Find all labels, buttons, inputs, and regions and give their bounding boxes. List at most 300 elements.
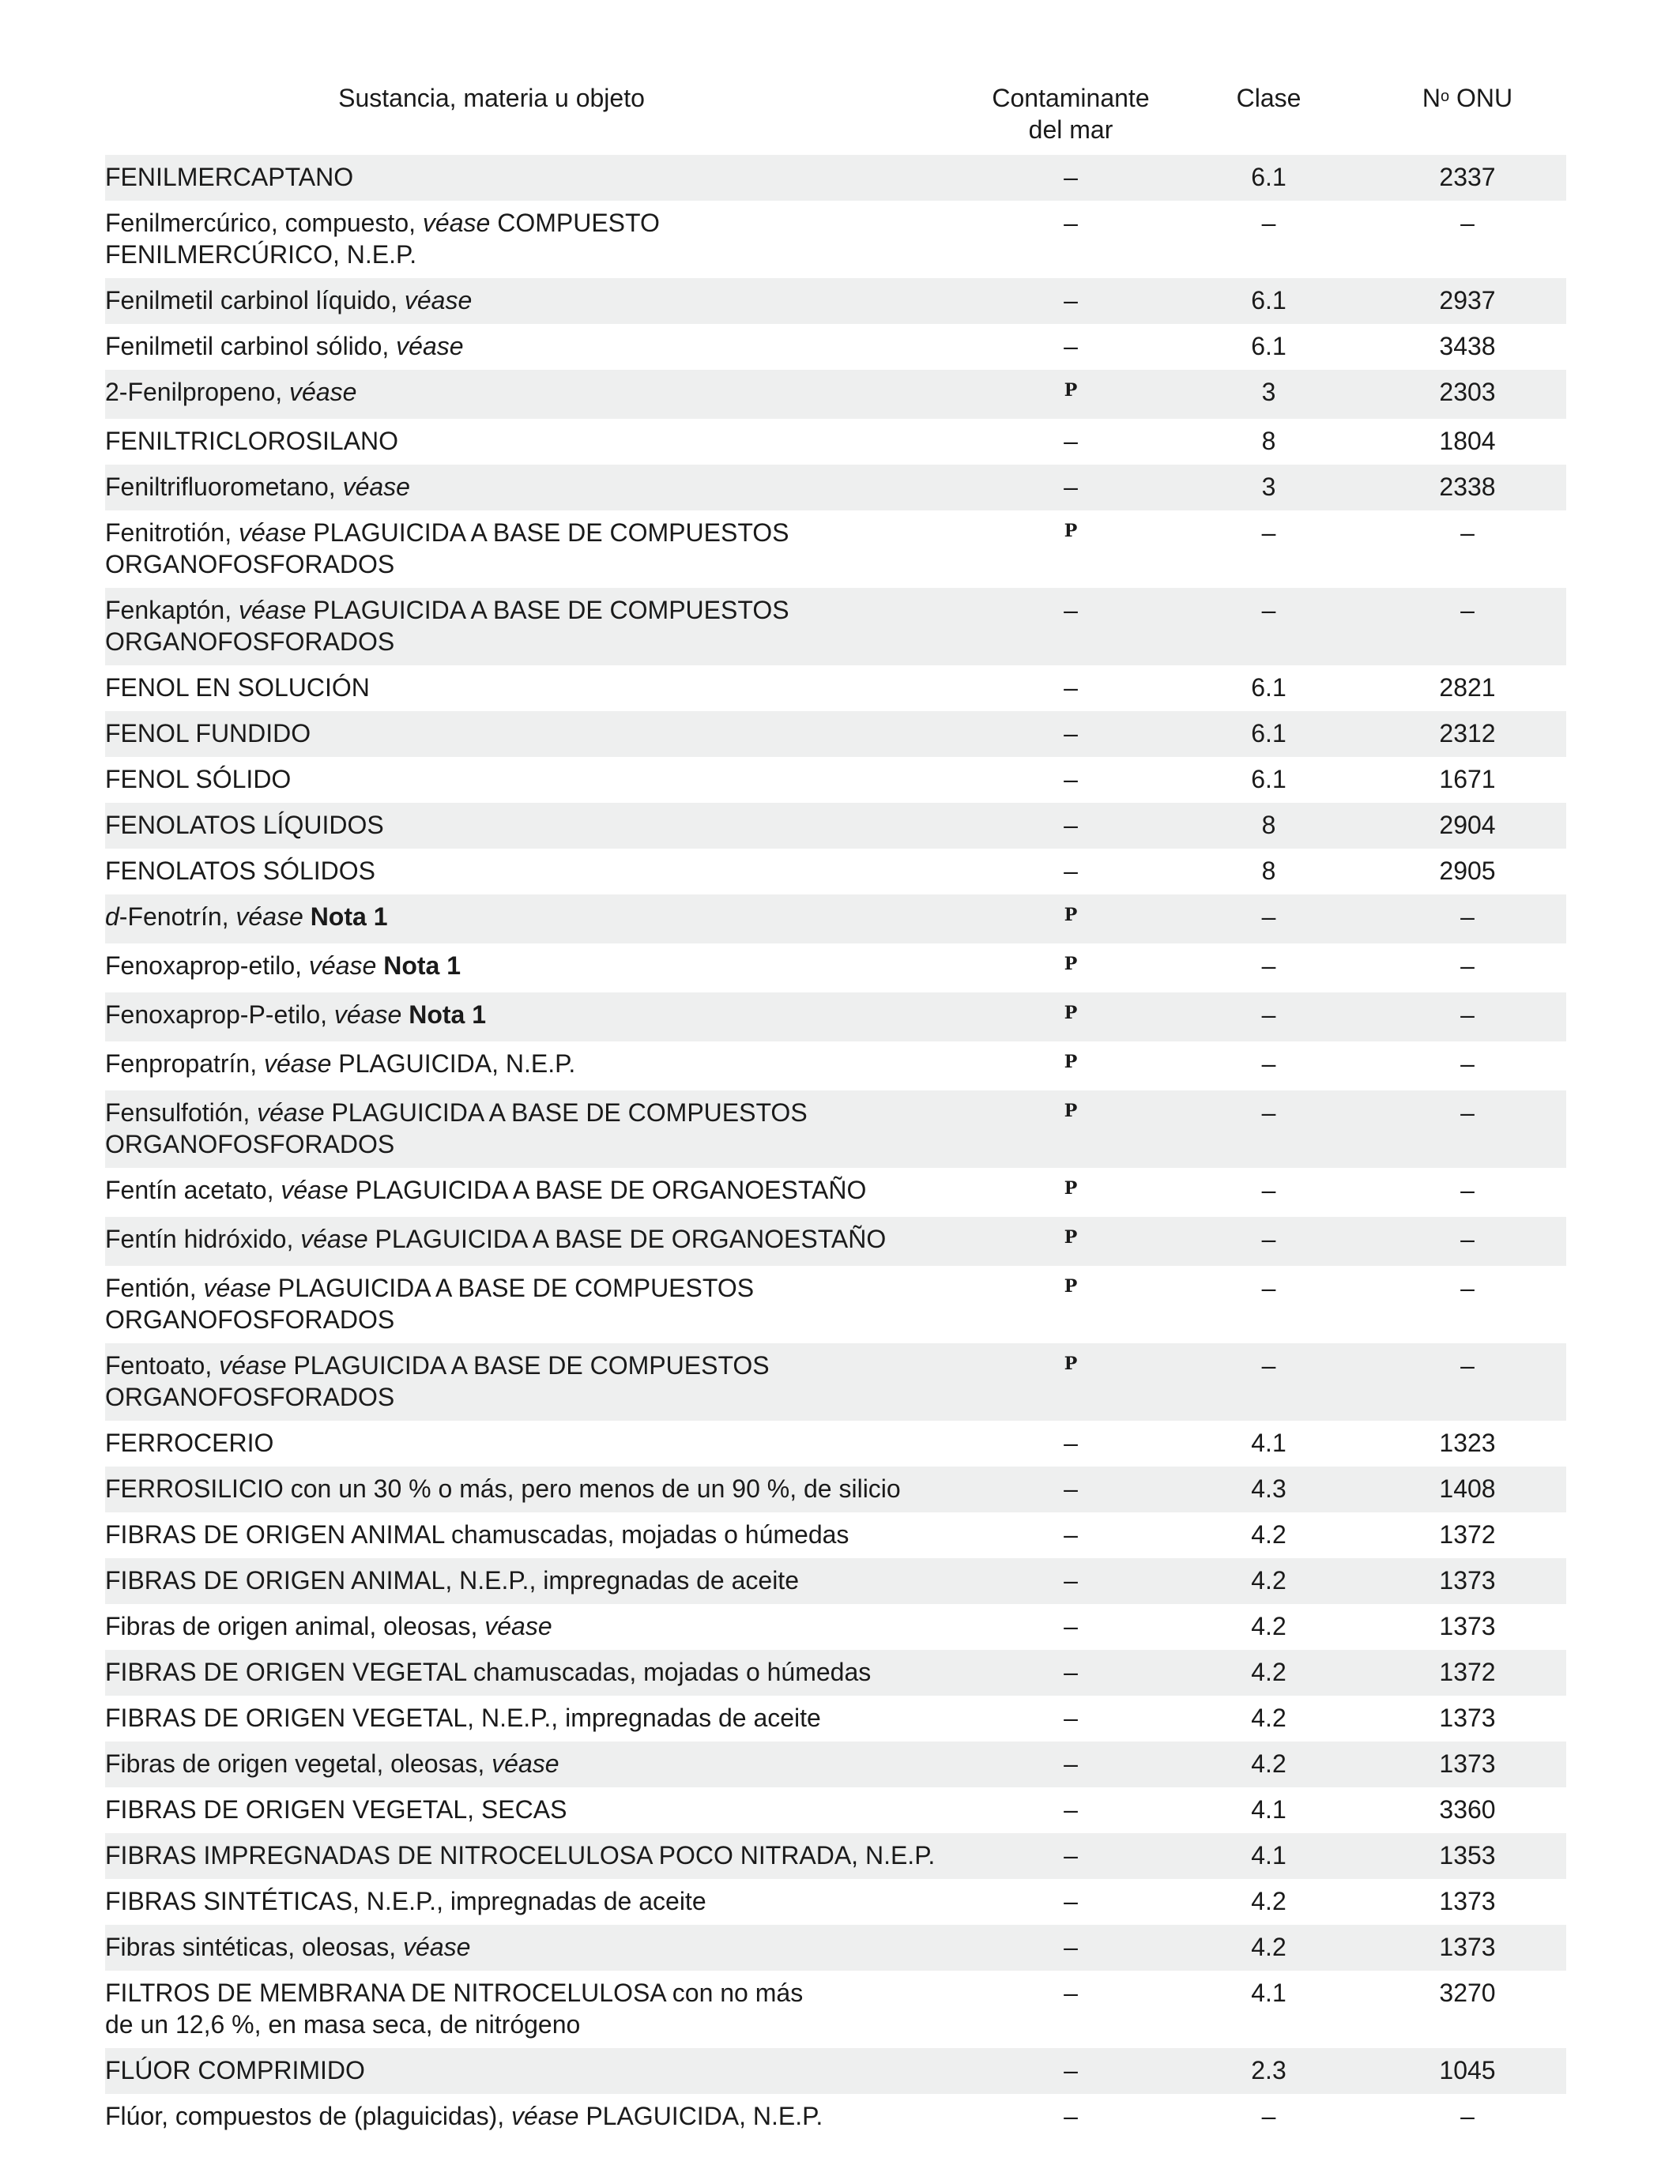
substance-name-segment: Fenitrotión, [105, 518, 239, 547]
un-number-cell: 2303 [1369, 370, 1566, 419]
marine-pollutant-dash: – [1064, 2102, 1078, 2130]
marine-pollutant-cell [973, 1512, 1169, 1558]
class-cell: 4.2 [1169, 1925, 1369, 1971]
marine-pollutant-cell [973, 1217, 1169, 1266]
marine-pollutant-mark: P [1064, 1354, 1078, 1374]
marine-pollutant-cell [973, 1041, 1169, 1090]
marine-pollutant-cell [973, 324, 1169, 370]
marine-pollutant-dash: – [1064, 1566, 1078, 1595]
substance-name [105, 1467, 973, 1512]
un-number-cell: 2821 [1439, 673, 1496, 702]
substance-name-segment: Fenilmetil carbinol líquido, [105, 286, 405, 314]
substance-name-segment: PLAGUICIDA A BASE DE ORGANOESTAÑO [348, 1176, 867, 1204]
table-row [105, 1168, 1566, 1217]
substance-name-segment: FILTROS DE MEMBRANA DE NITROCELULOSA con no más [105, 1979, 804, 2007]
substance-name [105, 278, 973, 324]
marine-pollutant-cell [973, 370, 1169, 419]
substance-name [105, 711, 973, 757]
substance-name-segment: véase [257, 1098, 325, 1127]
un-number-cell: – [1369, 588, 1566, 665]
substance-name [105, 943, 973, 992]
class-cell: 6.1 [1251, 765, 1286, 793]
class-cell: 6.1 [1169, 278, 1369, 324]
substance-name [105, 1217, 973, 1266]
substance-name-segment: Fenilmetil carbinol sólido, [105, 332, 397, 360]
class-cell: 2.3 [1169, 2048, 1369, 2094]
marine-pollutant-mark: P [1064, 905, 1078, 925]
marine-pollutant-cell [973, 1833, 1169, 1879]
substance-name-segment: de un 12,6 %, en masa seca, de nitrógeno [105, 2010, 581, 2039]
marine-pollutant-dash: – [1064, 1841, 1078, 1870]
substance-name-segment: Fibras de origen animal, oleosas, [105, 1612, 485, 1640]
class-cell: – [1261, 1176, 1276, 1204]
substance-name-segment: Nota 1 [409, 1000, 486, 1029]
substance-name [105, 1833, 973, 1879]
substance-name [105, 1925, 973, 1971]
class-cell: 4.1 [1251, 1979, 1286, 2007]
marine-pollutant-cell [973, 1925, 1169, 1971]
un-number-cell: – [1369, 1090, 1566, 1168]
marine-pollutant-cell [973, 803, 1169, 849]
substance-name-segment: Fenoxaprop-etilo, [105, 951, 309, 980]
un-number-cell: – [1369, 894, 1566, 943]
substance-name [105, 465, 973, 510]
substance-name-segment: véase [511, 2102, 579, 2130]
class-cell: 6.1 [1169, 711, 1369, 757]
substance-name-segment: PLAGUICIDA A BASE DE COMPUESTOS [270, 1274, 755, 1302]
table-row [105, 1971, 1566, 2048]
substance-name [105, 324, 973, 370]
substance-name-segment: 2-Fenilpropeno, [105, 378, 290, 406]
substance-name-segment: Fibras de origen vegetal, oleosas, [105, 1749, 492, 1778]
marine-pollutant-cell [973, 711, 1169, 757]
table-row [105, 1696, 1566, 1742]
substance-name-segment: Fensulfotión, [105, 1098, 258, 1127]
substance-name-segment: Nota 1 [310, 902, 388, 931]
marine-pollutant-dash: – [1064, 1658, 1078, 1686]
class-cell: – [1261, 1049, 1276, 1078]
class-cell: 6.1 [1251, 332, 1286, 360]
marine-pollutant-dash: – [1064, 1749, 1078, 1778]
substance-name [105, 1421, 973, 1467]
table-row [105, 1090, 1566, 1168]
marine-pollutant-cell [973, 1266, 1169, 1343]
un-number-cell: – [1369, 992, 1566, 1041]
marine-pollutant-dash: – [1064, 1887, 1078, 1915]
substance-name [105, 1971, 973, 2048]
un-number-cell: 1408 [1369, 1467, 1566, 1512]
un-number-cell: – [1460, 1176, 1475, 1204]
substance-name [105, 1558, 973, 1604]
marine-pollutant-mark: P [1064, 1101, 1078, 1121]
table-row [105, 665, 1566, 711]
substance-name-segment: FENOLATOS LÍQUIDOS [105, 811, 384, 839]
substance-name [105, 1090, 973, 1168]
un-number-cell: – [1460, 951, 1475, 980]
table-row [105, 1041, 1566, 1090]
marine-pollutant-mark: P [1064, 954, 1078, 974]
marine-pollutant-cell [973, 1604, 1169, 1650]
un-number-cell: – [1460, 518, 1475, 547]
substance-name-segment: FIBRAS IMPREGNADAS DE NITROCELULOSA POCO NITRADA, N.E.P. [105, 1841, 936, 1870]
marine-pollutant-cell [973, 943, 1169, 992]
table-row [105, 1512, 1566, 1558]
un-number-cell: 2904 [1369, 803, 1566, 849]
table-row [105, 1833, 1566, 1879]
substance-name-segment: PLAGUICIDA A BASE DE COMPUESTOS [286, 1351, 770, 1380]
table-row [105, 1925, 1566, 1971]
table-row [105, 849, 1566, 894]
marine-pollutant-cell [973, 2094, 1169, 2140]
class-cell: 3 [1169, 465, 1369, 510]
class-cell: 4.2 [1169, 1558, 1369, 1604]
document-page [105, 76, 1566, 2140]
substance-name-segment: Fentoato, [105, 1351, 220, 1380]
un-number-cell: 2337 [1369, 155, 1566, 201]
table-row [105, 510, 1566, 588]
substance-name-segment: FIBRAS DE ORIGEN VEGETAL, N.E.P., impregnadas de aceite [105, 1704, 821, 1732]
header-marine-pollutant-line1: Contaminante [992, 84, 1150, 112]
marine-pollutant-mark: P [1064, 1178, 1078, 1199]
substance-name-segment: véase [404, 286, 473, 314]
substance-name-segment [401, 1000, 409, 1029]
un-number-cell: – [1369, 1343, 1566, 1421]
substance-name-segment: ORGANOFOSFORADOS [105, 1305, 395, 1334]
substance-name-segment: FIBRAS DE ORIGEN ANIMAL chamuscadas, mojadas o húmedas [105, 1520, 849, 1549]
table-row [105, 1604, 1566, 1650]
marine-pollutant-dash: – [1064, 427, 1078, 455]
substance-name [105, 1742, 973, 1787]
marine-pollutant-mark: P [1064, 1276, 1078, 1297]
substance-name [105, 588, 973, 665]
table-row [105, 1742, 1566, 1787]
substance-name-segment: véase [219, 1351, 287, 1380]
substance-name-segment [303, 902, 311, 931]
class-cell: – [1169, 1090, 1369, 1168]
marine-pollutant-cell [973, 465, 1169, 510]
substance-name-segment: véase [333, 1000, 402, 1029]
marine-pollutant-cell [973, 1742, 1169, 1787]
marine-pollutant-cell [973, 1650, 1169, 1696]
header-substance [105, 76, 973, 155]
un-number-cell: 3360 [1439, 1795, 1496, 1824]
un-number-cell: 1373 [1369, 1925, 1566, 1971]
substance-name-segment: Flúor, compuestos de (plaguicidas), [105, 2102, 512, 2130]
substance-name-segment: -Fenotrín, [119, 902, 236, 931]
class-cell: 4.1 [1169, 1833, 1369, 1879]
marine-pollutant-cell [973, 1168, 1169, 1217]
substance-name-segment: FERROCERIO [105, 1429, 274, 1457]
substance-name-segment: FENILMERCAPTANO [105, 163, 354, 191]
class-cell: 4.2 [1251, 1612, 1286, 1640]
un-number-cell: 2905 [1439, 857, 1496, 885]
marine-pollutant-cell [973, 1090, 1169, 1168]
marine-pollutant-dash: – [1064, 1612, 1078, 1640]
substance-name-segment: FENILMERCÚRICO, N.E.P. [105, 240, 417, 269]
marine-pollutant-cell [973, 1879, 1169, 1925]
un-number-cell: 2312 [1369, 711, 1566, 757]
class-cell: – [1169, 894, 1369, 943]
class-cell: 4.1 [1251, 1795, 1286, 1824]
class-cell: 6.1 [1251, 673, 1286, 702]
un-number-cell: 3270 [1439, 1979, 1496, 2007]
table-row [105, 1879, 1566, 1925]
marine-pollutant-cell [973, 757, 1169, 803]
class-cell: 6.1 [1169, 155, 1369, 201]
substance-name-segment: Fibras sintéticas, oleosas, [105, 1933, 404, 1961]
header-marine-pollutant-line2: del mar [1028, 115, 1113, 144]
substance-name-segment: ORGANOFOSFORADOS [105, 550, 395, 578]
header-class-label: Clase [1236, 84, 1301, 112]
marine-pollutant-dash: – [1064, 163, 1078, 191]
substance-name-segment: FENOLATOS SÓLIDOS [105, 857, 376, 885]
table-row [105, 1787, 1566, 1833]
substance-name [105, 849, 973, 894]
substance-name-segment: véase [289, 378, 357, 406]
substance-name-segment: véase [239, 596, 307, 624]
class-cell: – [1169, 1343, 1369, 1421]
class-cell: – [1261, 209, 1276, 237]
un-number-cell: – [1460, 2102, 1475, 2130]
marine-pollutant-dash: – [1064, 719, 1078, 747]
marine-pollutant-dash: – [1064, 1933, 1078, 1961]
table-row [105, 465, 1566, 510]
substance-name-segment: FLÚOR COMPRIMIDO [105, 2056, 365, 2084]
un-number-cell: 1804 [1439, 427, 1496, 455]
class-cell: 4.3 [1169, 1467, 1369, 1512]
header-un-number [1369, 76, 1566, 155]
table-row [105, 1266, 1566, 1343]
substance-name-segment: FENOL SÓLIDO [105, 765, 292, 793]
table-row [105, 155, 1566, 201]
substance-name-segment: PLAGUICIDA A BASE DE ORGANOESTAÑO [367, 1225, 887, 1253]
table-row [105, 324, 1566, 370]
table-row [105, 711, 1566, 757]
marine-pollutant-cell [973, 1696, 1169, 1742]
marine-pollutant-cell [973, 1343, 1169, 1421]
substance-name-segment: Fentín hidróxido, [105, 1225, 301, 1253]
un-number-cell: 1323 [1439, 1429, 1496, 1457]
substance-name-segment: FIBRAS SINTÉTICAS, N.E.P., impregnadas de aceite [105, 1887, 706, 1915]
table-row [105, 2094, 1566, 2140]
class-cell: – [1169, 588, 1369, 665]
class-cell: – [1169, 1217, 1369, 1266]
substance-name [105, 1041, 973, 1090]
un-number-cell: 1373 [1369, 1558, 1566, 1604]
substance-name [105, 1604, 973, 1650]
class-cell: 3 [1169, 370, 1369, 419]
marine-pollutant-dash: – [1064, 1979, 1078, 2007]
marine-pollutant-cell [973, 510, 1169, 588]
substance-name [105, 1696, 973, 1742]
table-row [105, 803, 1566, 849]
marine-pollutant-dash: – [1064, 209, 1078, 237]
dangerous-goods-index-table [105, 76, 1566, 2140]
marine-pollutant-cell [973, 1971, 1169, 2048]
marine-pollutant-dash: – [1064, 473, 1078, 501]
un-number-cell: 1372 [1369, 1650, 1566, 1696]
table-row [105, 1343, 1566, 1421]
header-substance-label: Sustancia, materia u objeto [338, 84, 645, 112]
un-number-cell: – [1460, 1274, 1475, 1302]
marine-pollutant-cell [973, 849, 1169, 894]
substance-name [105, 2048, 973, 2094]
substance-name-segment: COMPUESTO [490, 209, 660, 237]
substance-name-segment: FENOL FUNDIDO [105, 719, 311, 747]
marine-pollutant-dash: – [1064, 673, 1078, 702]
marine-pollutant-mark: P [1064, 1052, 1078, 1072]
marine-pollutant-cell [973, 1787, 1169, 1833]
marine-pollutant-cell [973, 1421, 1169, 1467]
substance-name [105, 510, 973, 588]
substance-name-segment: véase [403, 1933, 471, 1961]
class-cell: – [1169, 992, 1369, 1041]
un-number-cell: 2338 [1369, 465, 1566, 510]
substance-name [105, 370, 973, 419]
substance-name-segment: véase [492, 1749, 559, 1778]
marine-pollutant-dash: – [1064, 286, 1078, 314]
header-marine-pollutant [973, 76, 1169, 155]
class-cell: 8 [1169, 803, 1369, 849]
substance-name-segment: Fenilmercúrico, compuesto, [105, 209, 423, 237]
substance-name [105, 757, 973, 803]
substance-name-segment: d [105, 902, 119, 931]
table-row [105, 278, 1566, 324]
un-number-cell: 1671 [1439, 765, 1496, 793]
substance-name [105, 2094, 973, 2140]
class-cell: 4.2 [1251, 1704, 1286, 1732]
un-number-cell: 3438 [1439, 332, 1496, 360]
substance-name-segment: FENOL EN SOLUCIÓN [105, 673, 370, 702]
marine-pollutant-mark: P [1064, 380, 1078, 401]
class-cell: – [1261, 518, 1276, 547]
header-class [1169, 76, 1369, 155]
table-row [105, 943, 1566, 992]
substance-name-segment: véase [238, 518, 307, 547]
substance-name [105, 1787, 973, 1833]
substance-name-segment: FIBRAS DE ORIGEN ANIMAL, N.E.P., impregnadas de aceite [105, 1566, 799, 1595]
substance-name-segment: ORGANOFOSFORADOS [105, 1130, 395, 1158]
header-un-superscript: o [1440, 88, 1450, 105]
marine-pollutant-dash: – [1064, 811, 1078, 839]
table-header [105, 76, 1566, 155]
substance-name-segment: Feniltrifluorometano, [105, 473, 343, 501]
class-cell: – [1261, 951, 1276, 980]
marine-pollutant-cell [973, 278, 1169, 324]
table-row [105, 757, 1566, 803]
substance-name-segment: véase [422, 209, 491, 237]
marine-pollutant-dash: – [1064, 1429, 1078, 1457]
substance-name [105, 992, 973, 1041]
table-body [105, 155, 1566, 2140]
substance-name [105, 1650, 973, 1696]
substance-name-segment [376, 951, 383, 980]
class-cell: 4.2 [1169, 1650, 1369, 1696]
substance-name-segment: FERROSILICIO con un 30 % o más, pero menos de un 90 %, de silicio [105, 1474, 901, 1503]
header-row [105, 76, 1566, 155]
substance-name-segment: Fentín acetato, [105, 1176, 281, 1204]
substance-name-segment: FIBRAS DE ORIGEN VEGETAL, SECAS [105, 1795, 567, 1824]
table-row [105, 588, 1566, 665]
class-cell: 4.2 [1169, 1742, 1369, 1787]
marine-pollutant-dash: – [1064, 765, 1078, 793]
table-row [105, 419, 1566, 465]
marine-pollutant-cell [973, 894, 1169, 943]
substance-name-segment: Fenkaptón, [105, 596, 239, 624]
substance-name-segment: véase [484, 1612, 552, 1640]
marine-pollutant-dash: – [1064, 1474, 1078, 1503]
substance-name-segment: véase [342, 473, 410, 501]
un-number-cell: 1373 [1369, 1742, 1566, 1787]
marine-pollutant-dash: – [1064, 596, 1078, 624]
marine-pollutant-dash: – [1064, 332, 1078, 360]
substance-name-segment: Fenpropatrín, [105, 1049, 264, 1078]
substance-name-segment: PLAGUICIDA, N.E.P. [331, 1049, 576, 1078]
un-number-cell: 1373 [1439, 1704, 1496, 1732]
substance-name-segment: Nota 1 [383, 951, 461, 980]
substance-name-segment: véase [281, 1176, 348, 1204]
un-number-cell: – [1460, 1049, 1475, 1078]
class-cell: 8 [1261, 857, 1276, 885]
header-un-suffix: ONU [1449, 84, 1513, 112]
substance-name-segment: PLAGUICIDA, N.E.P. [578, 2102, 823, 2130]
substance-name-segment: véase [396, 332, 464, 360]
substance-name-segment: véase [300, 1225, 368, 1253]
marine-pollutant-dash: – [1064, 1520, 1078, 1549]
substance-name-segment: ORGANOFOSFORADOS [105, 627, 395, 656]
un-number-cell: 1353 [1369, 1833, 1566, 1879]
table-row [105, 1217, 1566, 1266]
class-cell: – [1261, 2102, 1276, 2130]
marine-pollutant-mark: P [1064, 1003, 1078, 1023]
substance-name-segment: FIBRAS DE ORIGEN VEGETAL chamuscadas, mojadas o húmedas [105, 1658, 872, 1686]
substance-name [105, 665, 973, 711]
class-cell: 4.2 [1251, 1520, 1286, 1549]
table-row [105, 1558, 1566, 1604]
table-row [105, 201, 1566, 278]
un-number-cell: – [1369, 1217, 1566, 1266]
table-row [105, 1650, 1566, 1696]
marine-pollutant-cell [973, 588, 1169, 665]
substance-name-segment: Fenoxaprop-P-etilo, [105, 1000, 334, 1029]
marine-pollutant-cell [973, 419, 1169, 465]
substance-name [105, 1266, 973, 1343]
marine-pollutant-cell [973, 155, 1169, 201]
substance-name-segment: véase [203, 1274, 271, 1302]
marine-pollutant-cell [973, 1467, 1169, 1512]
marine-pollutant-cell [973, 201, 1169, 278]
substance-name [105, 803, 973, 849]
substance-name-segment: ORGANOFOSFORADOS [105, 1383, 395, 1411]
un-number-cell: 1373 [1439, 1887, 1496, 1915]
substance-name [105, 1343, 973, 1421]
table-row [105, 992, 1566, 1041]
substance-name [105, 201, 973, 278]
substance-name [105, 419, 973, 465]
marine-pollutant-mark: P [1064, 521, 1078, 541]
table-row [105, 894, 1566, 943]
substance-name-segment: Fentión, [105, 1274, 204, 1302]
substance-name-segment: véase [264, 1049, 332, 1078]
un-number-cell: 1372 [1439, 1520, 1496, 1549]
substance-name-segment: véase [235, 902, 303, 931]
marine-pollutant-mark: P [1064, 1227, 1078, 1248]
substance-name [105, 1512, 973, 1558]
marine-pollutant-dash: – [1064, 857, 1078, 885]
marine-pollutant-cell [973, 1558, 1169, 1604]
marine-pollutant-cell [973, 2048, 1169, 2094]
un-number-cell: – [1460, 209, 1475, 237]
